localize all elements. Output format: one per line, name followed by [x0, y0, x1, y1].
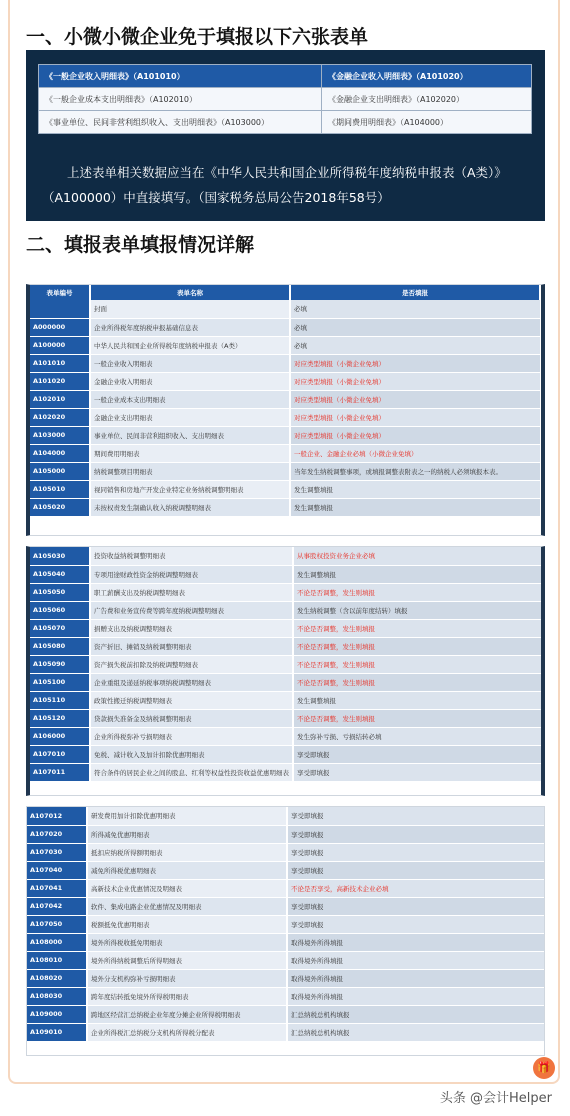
- fill-requirement: 不论是否调整，发生则填报: [293, 655, 541, 673]
- form-name: 境外分支机构弥补亏损明细表: [87, 969, 287, 987]
- form-cell: 《金融企业收入明细表》（A101020）: [322, 65, 532, 88]
- form-code: A105080: [30, 637, 90, 655]
- table-row: [30, 336, 540, 354]
- form-code: A108030: [27, 987, 87, 1005]
- table-row: [30, 745, 541, 763]
- fill-requirement: 发生调整填报: [290, 480, 540, 498]
- form-name: 跨年度结转抵免境外所得税明细表: [87, 987, 287, 1005]
- fill-requirement: 发生弥补亏损、亏损结转必填: [293, 727, 541, 745]
- table-row: [27, 825, 544, 843]
- form-code: A105070: [30, 619, 90, 637]
- form-name: 未按权责发生制确认收入纳税调整明细表: [90, 498, 290, 516]
- table-screenshot-3: [26, 806, 545, 1056]
- form-code: A109010: [27, 1023, 87, 1041]
- fill-requirement: 对应类型填报（小微企业免填）: [290, 426, 540, 444]
- fill-requirement: 不论是否享受，高新技术企业必填: [287, 879, 544, 897]
- form-name: 职工薪酬支出及纳税调整明细表: [90, 583, 293, 601]
- fill-requirement: 不论是否调整，发生则填报: [293, 583, 541, 601]
- table-row: [27, 843, 544, 861]
- table-row: [30, 709, 541, 727]
- form-code: A108010: [27, 951, 87, 969]
- fill-requirement: 不论是否调整，发生则填报: [293, 637, 541, 655]
- form-name: 跨地区经营汇总纳税企业年度分摊企业所得税明细表: [87, 1005, 287, 1023]
- form-code: A101020: [30, 372, 90, 390]
- form-name: 投资收益纳税调整明细表: [90, 547, 293, 565]
- form-name: 抵扣应纳税所得额明细表: [87, 843, 287, 861]
- form-name: 税额抵免优惠明细表: [87, 915, 287, 933]
- table-row: [30, 547, 541, 565]
- fill-requirement: 对应类型填报（小微企业免填）: [290, 372, 540, 390]
- table-row: [30, 498, 540, 516]
- form-code: A105090: [30, 655, 90, 673]
- form-name: 企业所得税汇总纳税分支机构所得税分配表: [87, 1023, 287, 1041]
- fill-requirement: 不论是否调整，发生则填报: [293, 673, 541, 691]
- table-row: [30, 462, 540, 480]
- exempt-forms-table: [38, 64, 532, 134]
- form-name: 一般企业收入明细表: [90, 354, 290, 372]
- form-name: 专项用途财政性资金纳税调整明细表: [90, 565, 293, 583]
- form-name: 事业单位、民间非营利组织收入、支出明细表: [90, 426, 290, 444]
- fill-requirement: 享受即填报: [293, 763, 541, 781]
- table-row: [27, 1023, 544, 1041]
- form-name: 免税、减计收入及加计扣除优惠明细表: [90, 745, 293, 763]
- form-code: A105050: [30, 583, 90, 601]
- fill-requirement: 享受即填报: [287, 915, 544, 933]
- form-name: 企业重组及递延纳税事项纳税调整明细表: [90, 673, 293, 691]
- table-row: [30, 637, 541, 655]
- form-name: 贷款损失准备金及纳税调整明细表: [90, 709, 293, 727]
- form-name: 视同销售和房地产开发企业特定业务纳税调整明细表: [90, 480, 290, 498]
- form-code: A105110: [30, 691, 90, 709]
- fill-requirement: 当年发生纳税调整事项，或填报调整表附表之一的纳税人必须填报本表。: [290, 462, 540, 480]
- table-row: [30, 318, 540, 336]
- table-row: [30, 372, 540, 390]
- table-header-row: [30, 285, 540, 300]
- form-name: 政策性搬迁纳税调整明细表: [90, 691, 293, 709]
- fill-requirement: 取得境外所得填报: [287, 951, 544, 969]
- form-code: A105020: [30, 498, 90, 516]
- form-code: A100000: [30, 336, 90, 354]
- table-row: [30, 655, 541, 673]
- form-name: 减免所得税优惠明细表: [87, 861, 287, 879]
- table-row: [30, 354, 540, 372]
- table-row: [30, 583, 541, 601]
- fill-requirement: 发生调整填报: [293, 691, 541, 709]
- fill-requirement: 汇总纳税总机构填报: [287, 1005, 544, 1023]
- form-name: 广告费和业务宣传费等跨年度纳税调整明细表: [90, 601, 293, 619]
- table-row: [30, 763, 541, 781]
- form-code: A102010: [30, 390, 90, 408]
- form-name: 所得减免优惠明细表: [87, 825, 287, 843]
- form-cell: 《期间费用明细表》（A104000）: [322, 111, 532, 134]
- table-row: [30, 601, 541, 619]
- form-code: A107012: [27, 807, 87, 825]
- exempt-forms-panel: [26, 50, 545, 221]
- fill-requirement: 必填: [290, 336, 540, 354]
- table-row: [27, 807, 544, 825]
- table-row: [30, 426, 540, 444]
- fill-requirement: 必填: [290, 300, 540, 318]
- fill-requirement: 汇总纳税总机构填报: [287, 1023, 544, 1041]
- table-row: [27, 969, 544, 987]
- form-cell: 《一般企业收入明细表》（A101010）: [39, 65, 322, 88]
- table-row: [27, 879, 544, 897]
- form-name: 企业所得税年度纳税申报基础信息表: [90, 318, 290, 336]
- form-cell: 《一般企业成本支出明细表》（A102010）: [39, 88, 322, 111]
- fill-requirement: 对应类型填报（小微企业免填）: [290, 354, 540, 372]
- fill-requirement: 享受即填报: [287, 807, 544, 825]
- table-row: [30, 480, 540, 498]
- fill-requirement: 取得境外所得填报: [287, 987, 544, 1005]
- fill-requirement: 取得境外所得填报: [287, 933, 544, 951]
- watermark: 头条 @会计Helper: [439, 1091, 552, 1106]
- form-name: 资产损失税前扣除及纳税调整明细表: [90, 655, 293, 673]
- form-code: A107010: [30, 745, 90, 763]
- col-header-fill: 是否填报: [290, 285, 540, 300]
- form-code: [30, 300, 90, 318]
- form-code: A000000: [30, 318, 90, 336]
- fill-requirement: 发生纳税调整（含以前年度结转）填报: [293, 601, 541, 619]
- table-row: [30, 565, 541, 583]
- table-row: [27, 897, 544, 915]
- form-code: A104000: [30, 444, 90, 462]
- table-row: [27, 951, 544, 969]
- table-row: [27, 933, 544, 951]
- form-cell: 《事业单位、民间非营利组织收入、支出明细表》（A103000）: [39, 111, 322, 134]
- col-header-name: 表单名称: [90, 285, 290, 300]
- form-name: 资产折旧、摊销及纳税调整明细表: [90, 637, 293, 655]
- form-code: A105120: [30, 709, 90, 727]
- form-code: A101010: [30, 354, 90, 372]
- form-cell: 《金融企业支出明细表》（A102020）: [322, 88, 532, 111]
- form-name: 企业所得税弥补亏损明细表: [90, 727, 293, 745]
- fill-requirement: 必填: [290, 318, 540, 336]
- table-row: [39, 111, 532, 134]
- form-name: 金融企业支出明细表: [90, 408, 290, 426]
- fill-requirement: 取得境外所得填报: [287, 969, 544, 987]
- fill-requirement: 发生调整填报: [290, 498, 540, 516]
- forms-table-part2: [30, 547, 541, 782]
- fill-requirement: 享受即填报: [287, 843, 544, 861]
- fill-requirement: 享受即填报: [287, 897, 544, 915]
- form-code: A109000: [27, 1005, 87, 1023]
- form-code: A107020: [27, 825, 87, 843]
- fill-requirement: 一般企业、金融企业必填（小微企业免填）: [290, 444, 540, 462]
- form-name: 封面: [90, 300, 290, 318]
- form-name: 符合条件的居民企业之间的股息、红利等权益性投资收益优惠明细表: [90, 763, 293, 781]
- table-row: [27, 915, 544, 933]
- form-code: A105040: [30, 565, 90, 583]
- form-code: A107050: [27, 915, 87, 933]
- form-code: A107030: [27, 843, 87, 861]
- form-name: 捐赠支出及纳税调整明细表: [90, 619, 293, 637]
- form-name: 研发费用加计扣除优惠明细表: [87, 807, 287, 825]
- form-code: A105010: [30, 480, 90, 498]
- table-screenshot-1: [26, 284, 545, 536]
- fill-requirement: 享受即填报: [287, 861, 544, 879]
- table-row: [30, 390, 540, 408]
- fill-requirement: 享受即填报: [287, 825, 544, 843]
- form-code: A105000: [30, 462, 90, 480]
- table-row: [30, 691, 541, 709]
- form-code: A105030: [30, 547, 90, 565]
- form-name: 境外所得税收抵免明细表: [87, 933, 287, 951]
- table-screenshot-2: [26, 546, 545, 796]
- form-code: A107041: [27, 879, 87, 897]
- table-row: [30, 408, 540, 426]
- table-row: [27, 987, 544, 1005]
- form-name: 境外所得纳税调整后所得明细表: [87, 951, 287, 969]
- fill-requirement: 不论是否调整，发生则填报: [293, 709, 541, 727]
- fill-requirement: 不论是否调整，发生则填报: [293, 619, 541, 637]
- fill-requirement: 对应类型填报（小微企业免填）: [290, 408, 540, 426]
- forms-table-part3: [27, 807, 544, 1042]
- table-row: [30, 673, 541, 691]
- fill-requirement: 从事股权投资业务企业必填: [293, 547, 541, 565]
- table-row: [30, 444, 540, 462]
- form-name: 金融企业收入明细表: [90, 372, 290, 390]
- table-row: [30, 619, 541, 637]
- exempt-note: 上述表单相关数据应当在《中华人民共和国企业所得税年度纳税申报表（A类）》（A100000）中直接填写。（国家税务总局公告2018年58号）: [42, 165, 507, 205]
- form-code: A105100: [30, 673, 90, 691]
- section2-title: 二、填报表单填报情况详解: [26, 234, 255, 256]
- form-name: 软件、集成电路企业优惠情况及明细表: [87, 897, 287, 915]
- table-row: [39, 65, 532, 88]
- form-code: A107040: [27, 861, 87, 879]
- gift-icon[interactable]: 🎁: [533, 1057, 555, 1079]
- form-name: 期间费用明细表: [90, 444, 290, 462]
- section1-title: 一、小微小微企业免于填报以下六张表单: [26, 26, 369, 48]
- form-code: A106000: [30, 727, 90, 745]
- table-row: [30, 300, 540, 318]
- form-name: 中华人民共和国企业所得税年度纳税申报表（A类）: [90, 336, 290, 354]
- form-code: A108000: [27, 933, 87, 951]
- col-header-code: 表单编号: [30, 285, 90, 300]
- form-code: A103000: [30, 426, 90, 444]
- table-row: [39, 88, 532, 111]
- table-row: [30, 727, 541, 745]
- form-code: A107042: [27, 897, 87, 915]
- form-code: A102020: [30, 408, 90, 426]
- form-name: 高新技术企业优惠情况及明细表: [87, 879, 287, 897]
- fill-requirement: 对应类型填报（小微企业免填）: [290, 390, 540, 408]
- table-row: [27, 1005, 544, 1023]
- fill-requirement: 享受即填报: [293, 745, 541, 763]
- form-code: A108020: [27, 969, 87, 987]
- form-code: A107011: [30, 763, 90, 781]
- fill-requirement: 发生调整填报: [293, 565, 541, 583]
- form-code: A105060: [30, 601, 90, 619]
- form-name: 一般企业成本支出明细表: [90, 390, 290, 408]
- forms-table-part1: [30, 285, 541, 517]
- table-row: [27, 861, 544, 879]
- form-name: 纳税调整项目明细表: [90, 462, 290, 480]
